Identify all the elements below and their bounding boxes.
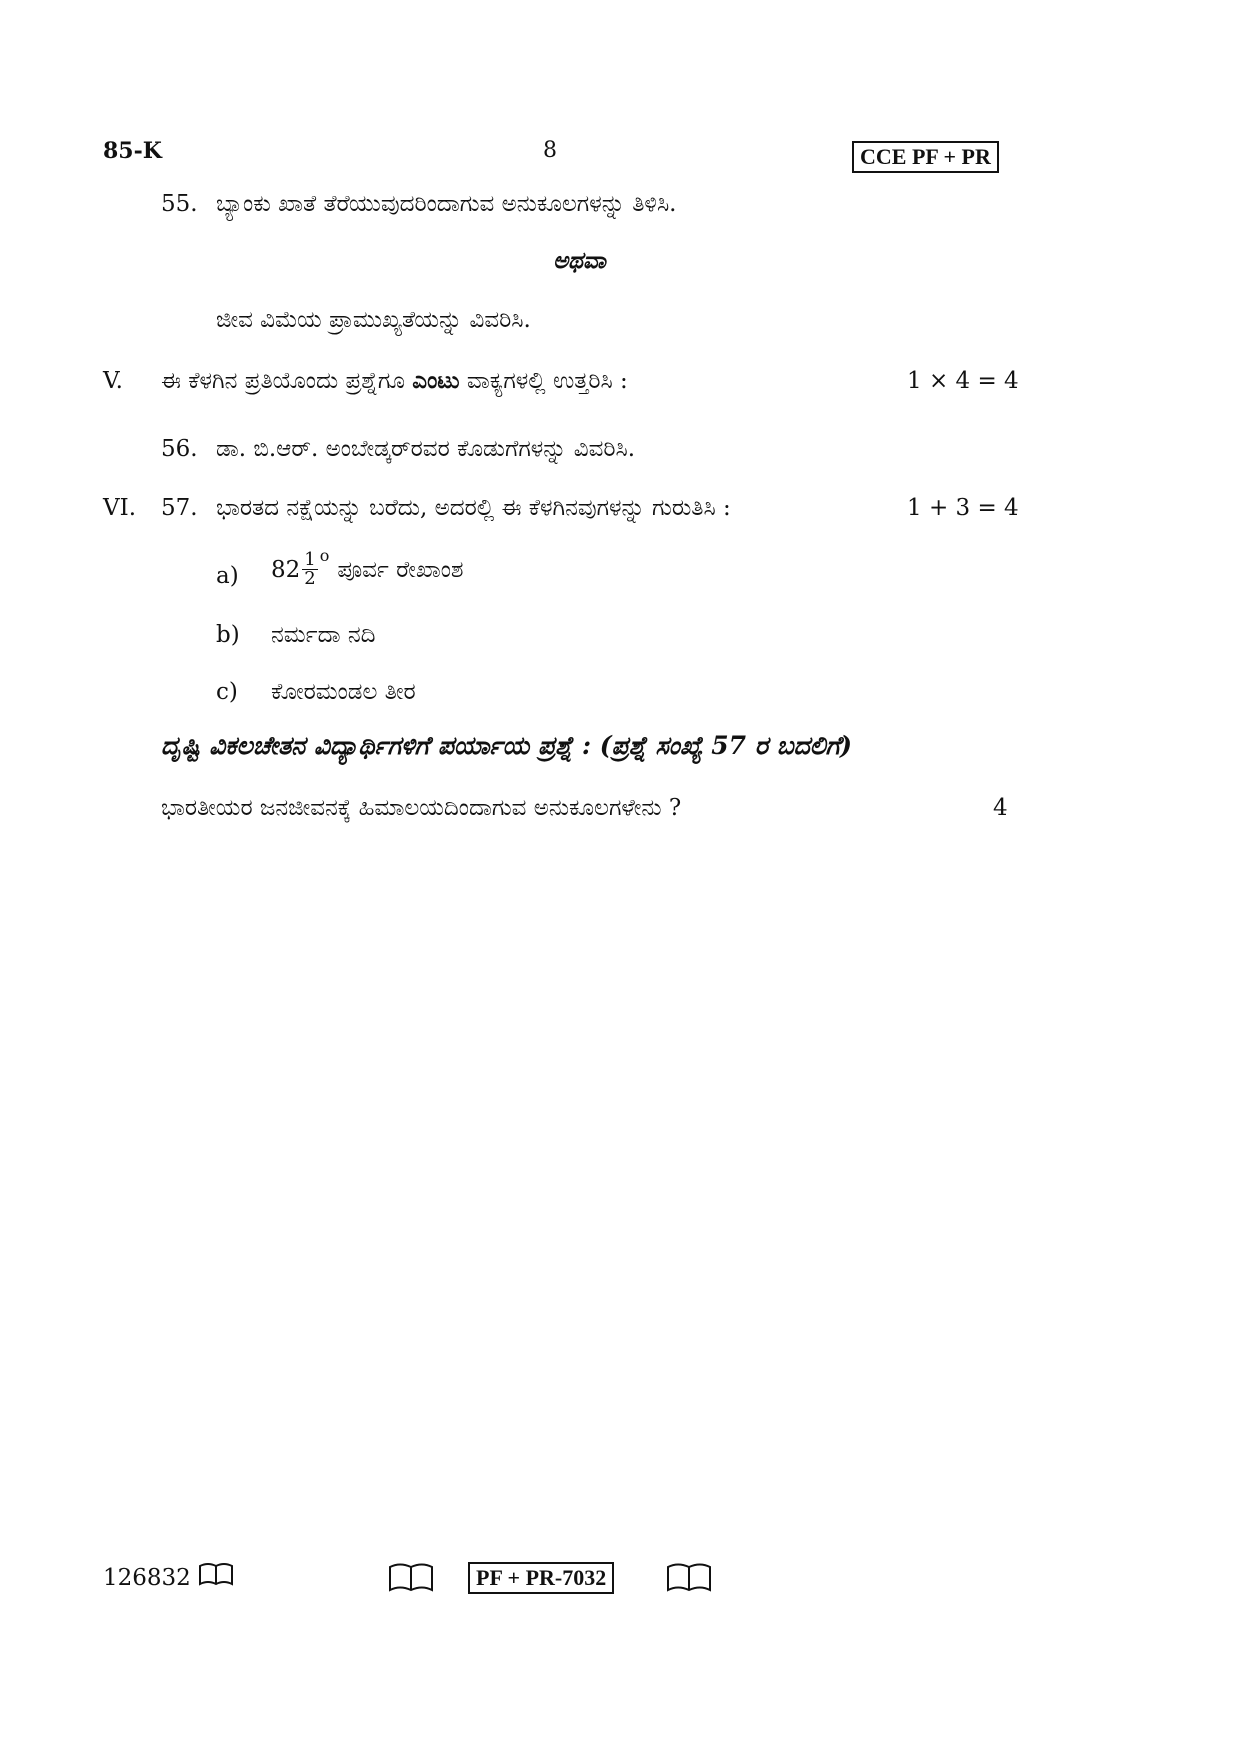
paper-code: 85-K <box>103 138 162 164</box>
page-number: 8 <box>543 138 557 163</box>
instruction-bold-word: ಎಂಟು <box>412 367 460 394</box>
section-v-marks: 1 × 4 = 4 <box>907 368 1019 394</box>
section-v-roman: V. <box>103 368 123 394</box>
item-b-text: ನರ್ಮದಾ ನದಿ <box>271 622 376 648</box>
alternative-marks: 4 <box>993 795 1008 821</box>
footer-code-box: PF + PR-7032 <box>468 1562 614 1594</box>
footer-serial <box>103 1562 234 1596</box>
item-a-content <box>271 545 464 589</box>
item-c-text: ಕೋರಮಂಡಲ ತೀರ <box>271 679 416 705</box>
fraction-denominator: 2 <box>304 568 316 589</box>
book-icon <box>198 1562 234 1596</box>
q56-number: 56. <box>161 436 198 462</box>
section-v-instruction <box>161 366 628 396</box>
item-a-fraction <box>302 551 317 588</box>
q57-text: ಭಾರತದ ನಕ್ಷೆಯನ್ನು ಬರೆದು, ಅದರಲ್ಲಿ ಈ ಕೆಳಗಿನವುಗಳನ್ನು ಗುರುತಿಸಿ : <box>216 495 731 521</box>
q55-number: 55. <box>161 191 198 217</box>
alternative-question: ಭಾರತೀಯರ ಜನಜೀವನಕ್ಕೆ ಹಿಮಾಲಯದಿಂದಾಗುವ ಅನುಕೂಲಗಳೇನು ? <box>161 795 682 821</box>
book-icon <box>666 1562 712 1598</box>
q55-alt-text: ಜೀವ ವಿಮೆಯ ಪ್ರಾಮುಖ್ಯತೆಯನ್ನು ವಿವರಿಸಿ. <box>216 307 531 333</box>
q57-number: 57. <box>161 495 198 521</box>
q56-text: ಡಾ. ಬಿ.ಆರ್. ಅಂಬೇಡ್ಕರ್‌ರವರ ಕೊಡುಗೆಗಳನ್ನು ವಿವರಿಸಿ. <box>216 436 636 462</box>
item-a-label: a) <box>216 563 239 589</box>
q55-text: ಬ್ಯಾಂಕು ಖಾತೆ ತೆರೆಯುವುದರಿಂದಾಗುವ ಅನುಕೂಲಗಳನ್ನು ತಿಳಿಸಿ. <box>216 191 677 217</box>
section-vi-marks: 1 + 3 = 4 <box>907 495 1019 521</box>
item-b-label: b) <box>216 622 240 648</box>
fraction-numerator: 1 <box>304 549 316 570</box>
instruction-text-after: ವಾಕ್ಯಗಳಲ್ಲಿ ಉತ್ತರಿಸಿ : <box>466 368 628 394</box>
degree-symbol: o <box>319 545 330 565</box>
alternative-heading: ದೃಷ್ಟಿ ವಿಕಲಚೇತನ ವಿದ್ಯಾರ್ಥಿಗಳಿಗೆ ಪರ್ಯಾಯ ಪ್ರಶ್ನೆ : (ಪ್ರಶ್ನೆ ಸಂಖ್ಯೆ 57 ರ ಬದಲಿಗೆ) <box>161 731 853 760</box>
item-a-whole: 82 <box>271 556 301 583</box>
instruction-text-before: ಈ ಕೆಳಗಿನ ಪ್ರತಿಯೊಂದು ಪ್ರಶ್ನೆಗೂ <box>161 368 405 394</box>
item-c-label: c) <box>216 679 238 705</box>
book-icon <box>388 1562 434 1598</box>
or-label: ಅಥವಾ <box>553 247 606 274</box>
serial-number: 126832 <box>103 1565 191 1591</box>
series-box: CCE PF + PR <box>852 141 999 173</box>
item-a-text: ಪೂರ್ವ ರೇಖಾಂಶ <box>337 556 464 583</box>
section-vi-roman: VI. <box>103 495 137 521</box>
